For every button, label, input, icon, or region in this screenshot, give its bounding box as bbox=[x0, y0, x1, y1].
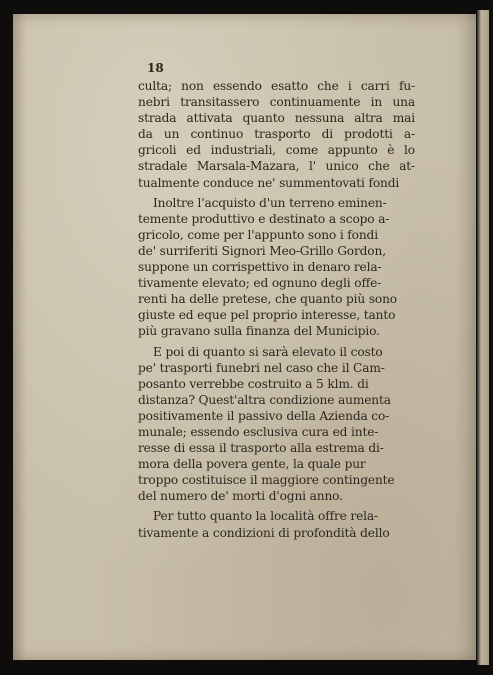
text-line: culta; non essendo esatto che i carri fu- bbox=[138, 79, 415, 93]
text-line: tivamente a condizioni di profondità dello bbox=[138, 525, 390, 540]
text-line: Inoltre l'acquisto d'un terreno eminen- bbox=[153, 195, 387, 210]
text-line: strada attivata quanto nessuna altra mai bbox=[138, 111, 415, 126]
text-line: tualmente conduce ne' summentovati fondi bbox=[138, 175, 400, 190]
adjacent-page-edge bbox=[477, 10, 489, 665]
page-number: 18 bbox=[147, 61, 164, 75]
text-line: da un continuo trasporto di prodotti a- bbox=[138, 127, 415, 142]
text-line: de' surriferiti Signori Meo-Grillo Gordon, bbox=[138, 243, 386, 258]
text-line: gricoli ed industriali, come appunto è lo bbox=[138, 143, 415, 158]
text-line: mora della povera gente, la quale pur bbox=[138, 457, 366, 472]
text-line: positivamente il passivo della Azienda co- bbox=[138, 408, 390, 423]
text-line: del numero de' morti d'ogni anno. bbox=[138, 489, 343, 504]
paragraph-3 bbox=[138, 344, 415, 505]
text-line: Per tutto quanto la località offre rela- bbox=[153, 509, 378, 524]
text-line: posanto verrebbe costruito a 5 klm. di bbox=[138, 376, 369, 391]
text-line: pe' trasporti funebri nel caso che il Cam- bbox=[138, 360, 385, 375]
text-line: stradale Marsala-Mazara, l' unico che at- bbox=[138, 159, 415, 174]
text-line: suppone un corrispettivo in denaro rela- bbox=[138, 260, 382, 275]
text-line: gricolo, come per l'appunto sono i fondi bbox=[138, 227, 378, 242]
text-line: renti ha delle pretese, che quanto più sono bbox=[138, 292, 397, 307]
text-line: tivamente elevato; ed ognuno degli offe- bbox=[138, 276, 382, 291]
text-line: temente produttivo e destinato a scopo a- bbox=[138, 211, 390, 226]
text-line: resse di essa il trasporto alla estrema di- bbox=[138, 441, 384, 456]
paragraph-4 bbox=[138, 508, 415, 540]
text-line: munale; essendo esclusiva cura ed inte- bbox=[138, 424, 379, 439]
page-body bbox=[138, 78, 415, 541]
paragraph-2 bbox=[138, 195, 415, 340]
text-line: nebri transitassero continuamente in una bbox=[138, 95, 415, 110]
text-line: E poi di quanto si sarà elevato il costo bbox=[153, 344, 383, 359]
text-line: distanza? Quest'altra condizione aumenta bbox=[138, 392, 391, 407]
paragraph-1 bbox=[138, 78, 415, 191]
text-line: giuste ed eque pel proprio interesse, tanto bbox=[138, 308, 396, 323]
text-line: troppo costituisce il maggiore contingente bbox=[138, 473, 395, 488]
text-line: più gravano sulla finanza del Municipio. bbox=[138, 324, 380, 339]
